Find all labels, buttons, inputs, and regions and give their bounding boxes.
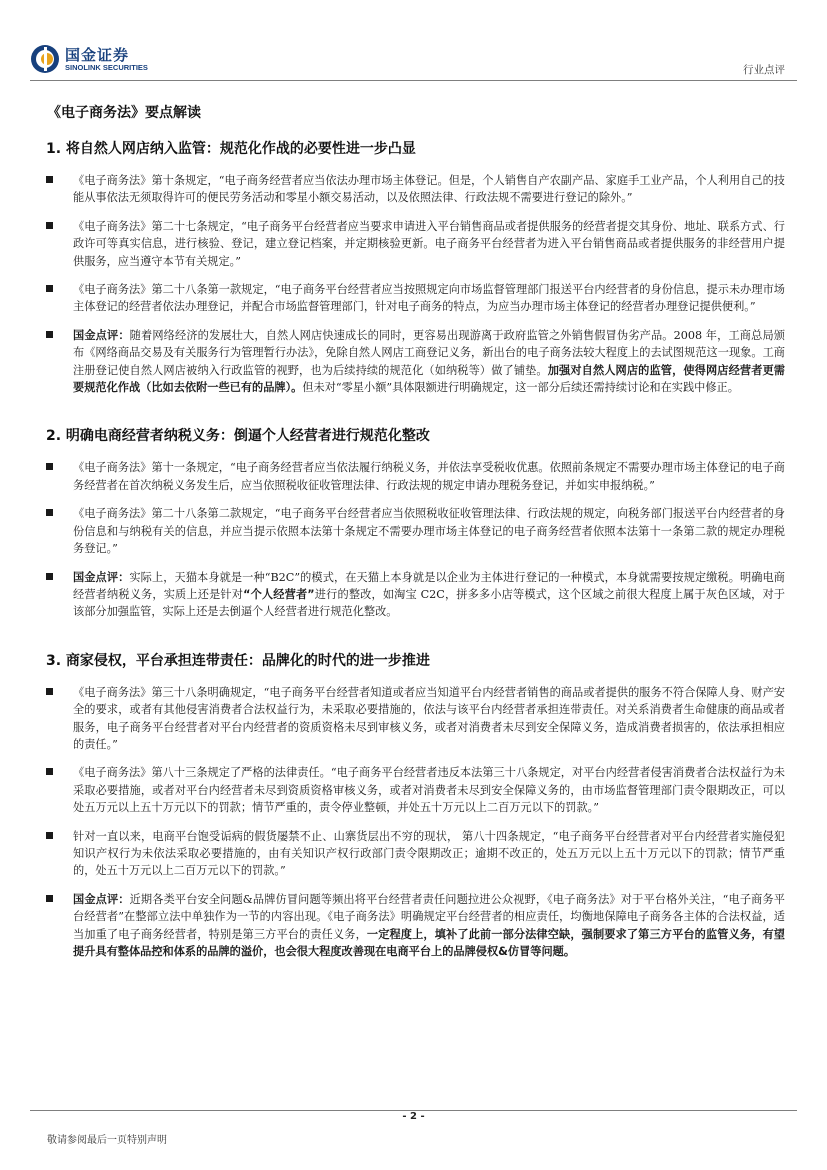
commentary-paragraph	[43, 891, 785, 961]
page-header	[30, 44, 797, 78]
square-bullet-icon	[46, 573, 53, 580]
company-logo	[30, 44, 148, 74]
bullet-paragraph	[43, 459, 785, 494]
footer-disclaimer: 敬请参阅最后一页特别声明	[47, 1135, 167, 1146]
paragraph-text: 《电子商务法》第二十七条规定，“电子商务平台经营者应当要求申请进入平台销售商品或者提供服务的经营者提交其身份、地址、联系方式、行政许可等真实信息，进行核验、登记，建立登记档案，并定期核验更新。电子商务平台经营者为进入平台销售商品或者提供服务的非经营用户提供服务，应当遵守本节有关规定。”	[73, 219, 785, 268]
section-1	[43, 140, 785, 396]
paragraph-text: 《电子商务法》第八十三条规定了严格的法律责任。“电子商务平台经营者违反本法第三十八条规定，对平台内经营者侵害消费者合法权益行为未采取必要措施，或者对平台内经营者未尽到资质资格审核义务，或者对消费者未尽到安全保障义务的，由市场监督管理部门责令限期改正，可以处五万元以上五十万元以下的罚款；情节严重的，责令停业整顿，并处五十万元以上二百万元以下的罚款。”	[73, 766, 785, 815]
paragraph-text: 针对一直以来，电商平台饱受诟病的假货屡禁不止、山寨货层出不穷的现状， 第八十四条规定，“电子商务平台经营者对平台内经营者实施侵犯知识产权行为未依法采取必要措施的，由有关知识产权行政部门责令限期改正；逾期不改正的，处五万元以上五十万元以下的罚款；情节严重的，处五十万元以上二百万元以下的罚款。”	[73, 829, 785, 878]
square-bullet-icon	[46, 509, 53, 516]
header-divider	[30, 80, 797, 81]
logo-english-name: SINOLINK SECURITIES	[65, 62, 148, 72]
paragraph-text: 《电子商务法》第十条规定，“电子商务经营者应当依法办理市场主体登记。但是，个人销售自产农副产品、家庭手工业产品，个人利用自己的技能从事依法无须取得许可的便民劳务活动和零星小额交易活动，以及依照法律、行政法规不需要进行登记的除外。”	[73, 174, 785, 205]
emphasis-text: 一定程度上，填补了此前一部分法律空缺，强制要求了第三方平台的监管义务，有望提升具有整体品控和体系的品牌的溢价，也会很大程度改善现在电商平台上的品牌侵权&仿冒等问题。	[73, 927, 785, 958]
section-spacer	[43, 407, 785, 427]
paragraph-text: 近期各类平台安全问题&品牌仿冒问题等频出将平台经营者责任问题拉进公众视野，《电子商务法》对于平台格外关注，“电子商务平台经营者”在整部立法中单独作为一节的内容出现。《电子商务法》明确规定平台经营者的相应责任，均衡地保障电子商务各主体的合法权益，适当加重了电子商务经营者，特别是第三方平台的责任义务，	[73, 892, 785, 941]
bullet-paragraph	[43, 764, 785, 816]
sinolink-logo-icon	[30, 44, 60, 74]
square-bullet-icon	[46, 768, 53, 775]
paragraph-text: 《电子商务法》第二十八条第二款规定，“电子商务平台经营者应当依照税收征收管理法律、行政法规的规定，向税务部门报送平台内经营者的身份信息和与纳税有关的信息，并应当提示依照本法第十条规定不需要办理市场主体登记的电子商务经营者依照本法第十一条第二款的规定办理税务登记。”	[73, 507, 785, 556]
bullet-paragraph	[43, 172, 785, 207]
square-bullet-icon	[46, 285, 53, 292]
document-body	[43, 140, 785, 971]
square-bullet-icon	[46, 688, 53, 695]
paragraph-text: 实际上，天猫本身就是一种“B2C”的模式，在天猫上本身就是以企业为主体进行登记的一种模式，本身就需要按规定缴税。明确电商经营者纳税义务，实质上还是针对	[73, 570, 785, 601]
commentary-label: 国金点评：	[73, 328, 130, 342]
page-number: - 2 -	[402, 1111, 425, 1122]
bullet-paragraph	[43, 505, 785, 557]
commentary-paragraph	[43, 327, 785, 397]
section-title: 1. 将自然人网店纳入监管：规范化作战的必要性进一步凸显	[46, 141, 416, 157]
square-bullet-icon	[46, 176, 53, 183]
paragraph-tail-text: 进行的整改，如淘宝 C2C，拼多多小店等模式，这个区域之前很大程度上属于灰色区域，对于该部分加强监管，实际上还是去倒逼个人经营者进行规范化整改。	[73, 587, 785, 619]
bullet-paragraph	[43, 218, 785, 270]
paragraph-text: 随着网络经济的发展壮大，自然人网店快速成长的同时，更容易出现游离于政府监管之外销售假冒伪劣产品。2008 年，工商总局颁布《网络商品交易及有关服务行为管理暂行办法》，免除自然人网店工商登记义务，新出台的电子商务法较大程度上的去试图规范这一现象。工商注册登记使自然人网店被纳入行政监管的视野，也为后续持续的规范化（如纳税等）做了铺垫。	[73, 328, 785, 377]
square-bullet-icon	[46, 832, 53, 839]
logo-chinese-name: 国金证券	[65, 45, 130, 64]
commentary-paragraph	[43, 569, 785, 621]
bullet-paragraph	[43, 684, 785, 754]
bullet-paragraph	[43, 281, 785, 316]
paragraph-tail-text: 但未对“零星小额”具体限额进行明确规定，这一部分后续还需持续讨论和在实践中修正。	[302, 381, 739, 395]
section-2	[43, 427, 785, 620]
emphasis-text: 加强对自然人网店的监管，使得网店经营者更需要规范化作战（比如去依附一些已有的品牌）。	[73, 363, 785, 395]
commentary-label: 国金点评：	[73, 570, 130, 584]
paragraph-text: 《电子商务法》第十一条规定，“电子商务经营者应当依法履行纳税义务，并依法享受税收优惠。依照前条规定不需要办理市场主体登记的电子商务经营者在首次纳税义务发生后，应当依照税收征收管理法律、行政法规的规定申请办理税务登记，并如实申报纳税。”	[73, 461, 785, 492]
page-title: 《电子商务法》要点解读	[47, 105, 201, 121]
section-title: 3. 商家侵权，平台承担连带责任：品牌化的时代的进一步推进	[46, 652, 430, 669]
section-spacer	[43, 632, 785, 652]
paragraph-text: 《电子商务法》第二十八条第一款规定，“电子商务平台经营者应当按照规定向市场监督管理部门报送平台内经营者的身份信息，提示未办理市场主体登记的经营者依法办理登记，并配合市场监督管理部门，针对电子商务的特点，为应当办理市场主体登记的经营者办理登记提供便利。”	[73, 283, 785, 314]
square-bullet-icon	[46, 895, 53, 902]
emphasis-text: “个人经营者”	[243, 587, 315, 601]
section-title: 2. 明确电商经营者纳税义务：倒逼个人经营者进行规范化整改	[46, 428, 430, 445]
paragraph-text: 《电子商务法》第三十八条明确规定，“电子商务平台经营者知道或者应当知道平台内经营者销售的商品或者提供的服务不符合保障人身、财产安全的要求，或者有其他侵害消费者合法权益行为，未采取必要措施的，依法与该平台内经营者承担连带责任。对关系消费者生命健康的商品或者服务，电子商务平台经营者对平台内经营者的资质资格未尽到审核义务，或者对消费者未尽到安全保障义务，造成消费者损害的，依法承担相应的责任。”	[73, 685, 785, 751]
square-bullet-icon	[46, 222, 53, 229]
bullet-paragraph	[43, 828, 785, 880]
square-bullet-icon	[46, 463, 53, 470]
commentary-label: 国金点评：	[73, 892, 130, 906]
square-bullet-icon	[46, 331, 53, 338]
report-type-label: 行业点评	[743, 64, 785, 76]
section-3	[43, 652, 785, 961]
